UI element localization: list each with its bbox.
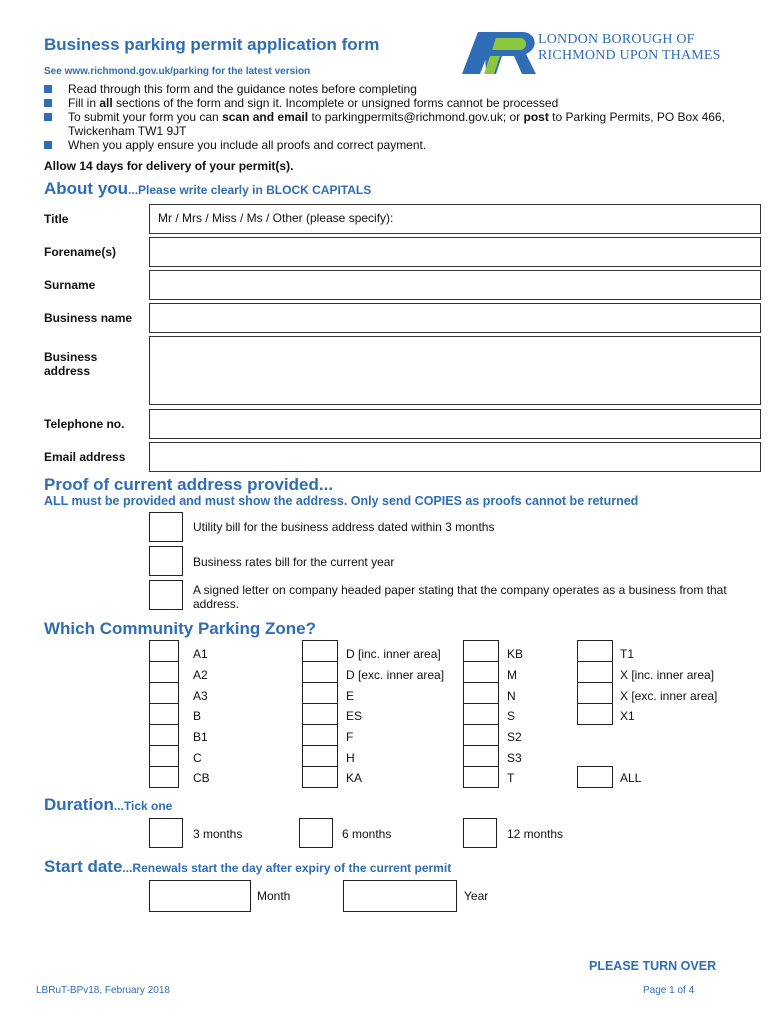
- start-year-field[interactable]: [343, 880, 457, 912]
- zone-checkbox[interactable]: [149, 766, 179, 788]
- proof-subheading: ALL must be provided and must show the address. Only send COPIES as proofs cannot be returned: [44, 494, 639, 508]
- start-month-field[interactable]: [149, 880, 251, 912]
- zone-checkbox[interactable]: [463, 661, 499, 683]
- surname-label: Surname: [44, 278, 96, 292]
- instruction-item: To submit your form you can scan and email to parkingpermits@richmond.gov.uk; or post to Parking Permits, PO Box 466, Twickenham TW1 9JT: [44, 110, 734, 138]
- zone-t1: T1: [620, 647, 635, 661]
- zone-h: H: [346, 751, 355, 765]
- form-version: LBRuT-BPv18, February 2018: [36, 985, 170, 996]
- council-name: [538, 32, 721, 64]
- zone-checkbox[interactable]: [577, 703, 613, 725]
- duration-3-months-label: 3 months: [193, 827, 243, 841]
- zone-checkbox[interactable]: [302, 661, 338, 683]
- zone-checkbox[interactable]: [463, 682, 499, 704]
- email-label: Email address: [44, 450, 126, 464]
- zone-b: B: [193, 709, 202, 723]
- zone-checkbox[interactable]: [577, 661, 613, 683]
- start-year-label: Year: [464, 889, 489, 903]
- zone-col2-boxes: [302, 640, 338, 788]
- zone-checkbox[interactable]: [302, 724, 338, 746]
- proof-rates-label: Business rates bill for the current year: [193, 555, 395, 569]
- zone-checkbox[interactable]: [463, 640, 499, 662]
- zone-e: E: [346, 689, 355, 703]
- instruction-item: Read through this form and the guidance notes before completing: [44, 82, 734, 96]
- zone-checkbox[interactable]: [463, 766, 499, 788]
- zone-m: M: [507, 668, 517, 682]
- instructions-list: [44, 82, 734, 152]
- business-name-label: Business name: [44, 311, 133, 325]
- zone-f: F: [346, 730, 354, 744]
- zone-es: ES: [346, 709, 363, 723]
- proof-utility-checkbox[interactable]: [149, 512, 183, 542]
- zone-checkbox[interactable]: [302, 640, 338, 662]
- duration-6-months-label: 6 months: [342, 827, 392, 841]
- title-field[interactable]: [149, 204, 761, 234]
- zone-d-exc: D [exc. inner area]: [346, 668, 445, 682]
- zone-d-inc: D [inc. inner area]: [346, 647, 441, 661]
- page-number: Page 1 of 4: [643, 985, 695, 996]
- duration-heading: Duration...Tick one: [44, 795, 173, 814]
- duration-12-months-checkbox[interactable]: [463, 818, 497, 848]
- zone-ka: KA: [346, 771, 363, 785]
- zone-checkbox[interactable]: [149, 661, 179, 683]
- zone-checkbox[interactable]: [149, 745, 179, 767]
- zone-checkbox[interactable]: [463, 724, 499, 746]
- business-address-field[interactable]: [149, 336, 761, 405]
- proof-letter-label: A signed letter on company headed paper stating that the company operates as a business from that address.: [193, 583, 727, 611]
- zone-checkbox[interactable]: [149, 724, 179, 746]
- zone-col1-boxes: [149, 640, 179, 788]
- zone-checkbox[interactable]: [302, 745, 338, 767]
- zone-x1: X1: [620, 709, 635, 723]
- zone-checkbox[interactable]: [577, 682, 613, 704]
- zone-s2: S2: [507, 730, 522, 744]
- email-field[interactable]: [149, 442, 761, 472]
- zone-n: N: [507, 689, 516, 703]
- zone-a2: A2: [193, 668, 208, 682]
- zone-checkbox[interactable]: [463, 745, 499, 767]
- title-options: Mr / Mrs / Miss / Ms / Other (please specify):: [158, 211, 394, 225]
- business-name-field[interactable]: [149, 303, 761, 333]
- telephone-field[interactable]: [149, 409, 761, 439]
- bullet-icon: [44, 141, 52, 149]
- logo-line-1: LONDON BOROUGH OF: [538, 32, 695, 47]
- zone-checkbox[interactable]: [302, 682, 338, 704]
- zone-checkbox[interactable]: [577, 640, 613, 662]
- start-month-label: Month: [257, 889, 291, 903]
- zone-all-label: ALL: [620, 771, 642, 785]
- logo-line-2: RICHMOND UPON THAMES: [538, 48, 721, 63]
- zone-t: T: [507, 771, 515, 785]
- zone-s3: S3: [507, 751, 522, 765]
- zone-b1: B1: [193, 730, 208, 744]
- proof-rates-checkbox[interactable]: [149, 546, 183, 576]
- bullet-icon: [44, 99, 52, 107]
- instruction-item: Fill in all sections of the form and sign it. Incomplete or unsigned forms cannot be processed: [44, 96, 734, 110]
- zone-col3-boxes: [463, 640, 499, 788]
- forename-label: Forename(s): [44, 245, 117, 259]
- about-heading: About you...Please write clearly in BLOCK CAPITALS: [44, 179, 372, 198]
- zone-all-checkbox[interactable]: [577, 766, 613, 788]
- proof-heading: Proof of current address provided...: [44, 475, 334, 494]
- zone-kb: KB: [507, 647, 524, 661]
- zone-heading: Which Community Parking Zone?: [44, 619, 317, 638]
- title-label: Title: [44, 212, 69, 226]
- duration-3-months-checkbox[interactable]: [149, 818, 183, 848]
- telephone-label: Telephone no.: [44, 417, 125, 431]
- forename-field[interactable]: [149, 237, 761, 267]
- zone-checkbox[interactable]: [302, 703, 338, 725]
- start-date-heading: Start date...Renewals start the day after expiry of the current permit: [44, 857, 452, 876]
- see-website-line: See www.richmond.gov.uk/parking for the latest version: [44, 66, 311, 77]
- zone-checkbox[interactable]: [302, 766, 338, 788]
- zone-col4-boxes: [577, 640, 613, 725]
- business-address-label: Business address: [44, 350, 98, 378]
- bullet-icon: [44, 85, 52, 93]
- zone-x-inc: X [inc. inner area]: [620, 668, 715, 682]
- zone-checkbox[interactable]: [463, 703, 499, 725]
- zone-s: S: [507, 709, 516, 723]
- form-title: Business parking permit application form: [44, 35, 380, 54]
- zone-cb: CB: [193, 771, 210, 785]
- zone-checkbox[interactable]: [149, 640, 179, 662]
- zone-a3: A3: [193, 689, 208, 703]
- proof-letter-checkbox[interactable]: [149, 580, 183, 610]
- instruction-item: When you apply ensure you include all proofs and correct payment.: [44, 138, 734, 152]
- zone-checkbox[interactable]: [149, 703, 179, 725]
- turn-over-notice: PLEASE TURN OVER: [589, 959, 717, 973]
- duration-6-months-checkbox[interactable]: [299, 818, 333, 848]
- zone-c: C: [193, 751, 202, 765]
- duration-12-months-label: 12 months: [507, 827, 564, 841]
- bullet-icon: [44, 113, 52, 121]
- surname-field[interactable]: [149, 270, 761, 300]
- delivery-notice: Allow 14 days for delivery of your permit(s).: [44, 159, 294, 173]
- zone-checkbox[interactable]: [149, 682, 179, 704]
- proof-utility-label: Utility bill for the business address dated within 3 months: [193, 520, 495, 534]
- zone-a1: A1: [193, 647, 208, 661]
- zone-x-exc: X [exc. inner area]: [620, 689, 718, 703]
